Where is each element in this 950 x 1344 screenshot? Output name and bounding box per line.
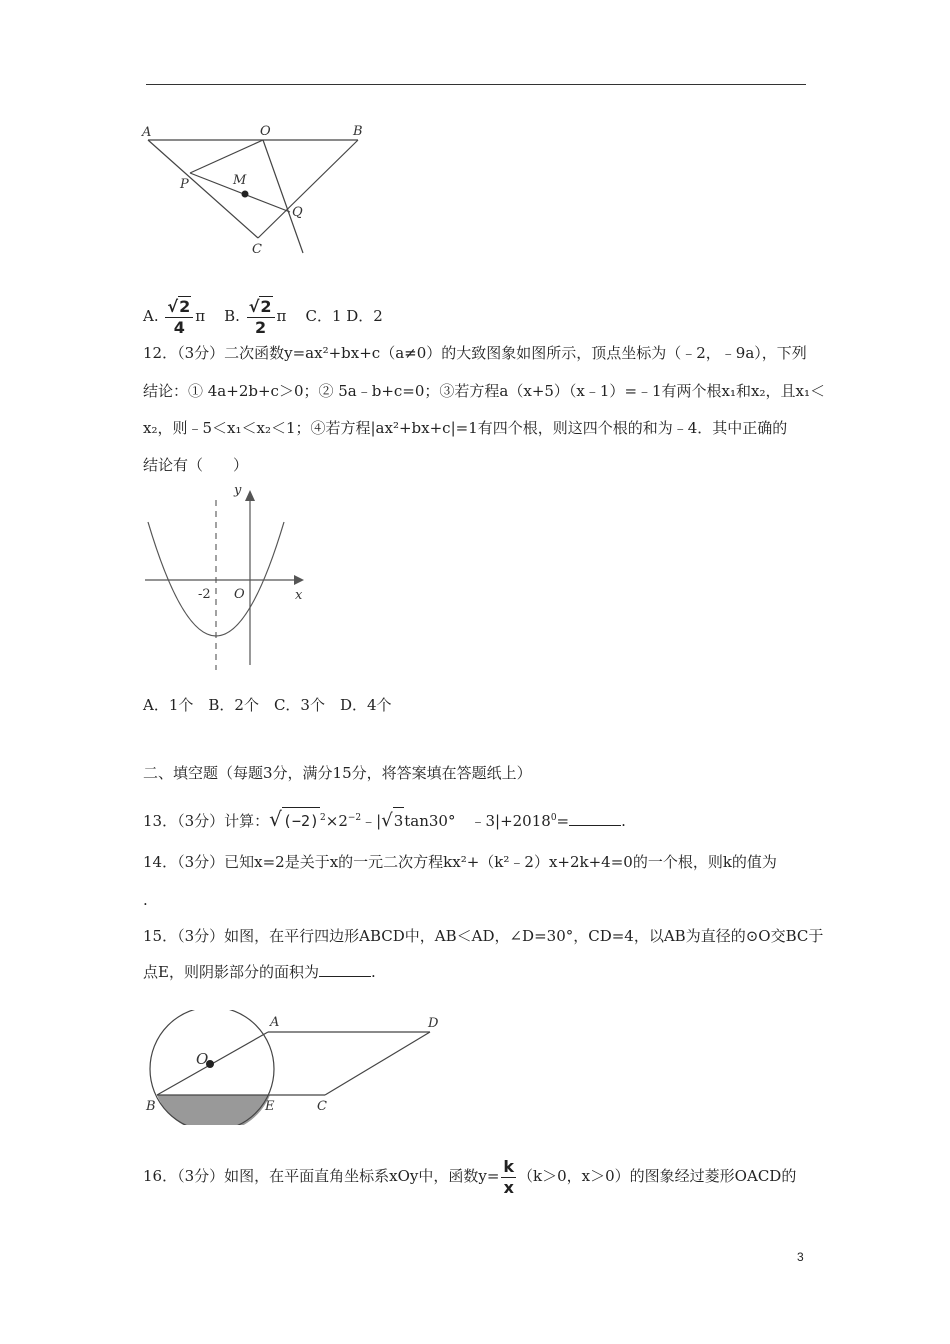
section-2-heading: 二、填空题（每题3分，满分15分，将答案填在答题纸上） (143, 764, 532, 782)
q13-answer-blank (569, 811, 621, 826)
point-m-dot (242, 191, 249, 198)
label-c-15: C (317, 1099, 327, 1114)
origin-label: O (234, 587, 245, 602)
y-axis-label: y (234, 483, 242, 498)
label-a: A (142, 125, 152, 140)
label-e-15: E (265, 1099, 275, 1114)
label-m: M (233, 173, 247, 188)
q13-line: 13．（3分）计算：$√(-2)^2\times 2^{-2}﹣|√3\tan 30^\circ$ $﹣3|+2018^0=$ . (143, 806, 626, 834)
circle-parallelogram-figure (140, 1010, 450, 1125)
k-over-x-fraction: $\frac{k}{x}$ (503, 1156, 515, 1197)
q12-line4: 结论有（ ） (143, 456, 249, 474)
q15-line1: 15．（3分）如图，在平行四边形ABCD中，AB＜AD，∠D=30°，CD=4，以AB为直径的⊙O交BC于 (143, 927, 824, 945)
q14-line2: . (143, 891, 148, 909)
shaded-segment (157, 1095, 270, 1125)
minus-two-label: -2 (198, 587, 211, 602)
q15-answer-blank (319, 962, 371, 977)
label-o-15: O (196, 1050, 209, 1068)
q12-line2: 结论：① 4a+2b+c＞0；② 5a﹣b+c=0；③若方程a（x+5）（x﹣1）=﹣1有两个根x₁和x₂，且x₁＜ (143, 382, 825, 400)
label-o: O (260, 124, 271, 139)
page-number: 3 (797, 1250, 804, 1264)
label-q: Q (292, 205, 303, 220)
q12-options: A．1个 B．2个 C．3个 D．4个 (143, 696, 392, 714)
q14-line1: 14．（3分）已知x=2是关于x的一元二次方程kx²+（k²﹣2）x+2k+4=0的一个根，则k的值为 (143, 853, 777, 871)
q11-options: A. $\frac{√2}{4}$ π B. $\frac{√2}{2}$ π C．1 D．2 (143, 297, 383, 337)
label-c: C (252, 242, 262, 257)
option-a-fraction: $\frac{√2}{4}$ (165, 296, 193, 338)
q12-line3: x₂，则﹣5＜x₁＜x₂＜1；④若方程|ax²+bx+c|=1有四个根，则这四个根的和为﹣4．其中正确的 (143, 419, 788, 437)
option-b-fraction: $\frac{√2}{2}$ (247, 296, 275, 338)
parabola-figure (140, 480, 320, 680)
q16-line: 16．（3分）如图，在平面直角坐标系xOy中，函数y= $\frac{k}{x}$ （k＞0，x＞0）的图象经过菱形OACD的 (143, 1156, 797, 1197)
label-b-15: B (146, 1099, 156, 1114)
x-axis-label: x (295, 588, 303, 603)
label-d-15: D (428, 1016, 439, 1031)
q12-line1: 12．（3分）二次函数y=ax²+bx+c（a≠0）的大致图象如图所示，顶点坐标为（﹣2，﹣9a），下列 (143, 344, 807, 362)
label-a-15: A (270, 1015, 280, 1030)
y-axis-arrow-icon (245, 490, 255, 501)
label-p: P (180, 177, 189, 192)
x-axis-arrow-icon (294, 575, 304, 585)
label-b: B (353, 124, 363, 139)
triangle-figure (140, 118, 380, 258)
q15-line2: 点E，则阴影部分的面积为 . (143, 963, 376, 981)
header-rule (146, 84, 806, 85)
